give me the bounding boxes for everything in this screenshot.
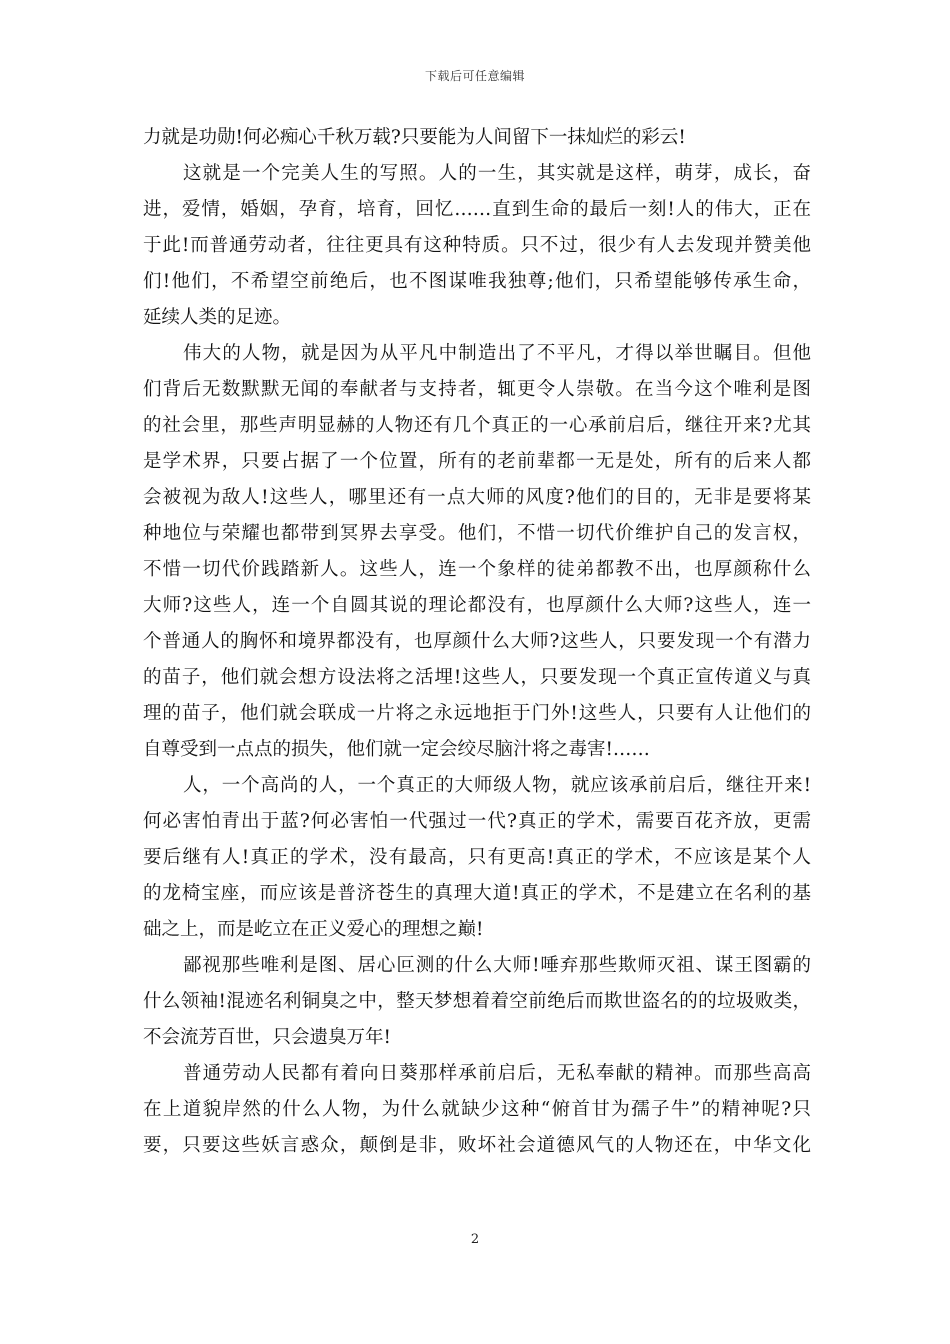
text-line: 延续人类的足迹。 [143,307,292,328]
text-line: 进，爱情，婚姻，孕育，培育，回忆……直到生命的最后一刻!人的伟大，正在 [143,199,811,220]
body-text [143,120,811,1164]
text-line: 鄙视那些唯利是图、居心叵测的什么大师!唾弃那些欺师灭祖、谋王图霸的 [183,955,811,976]
paragraph [143,768,811,948]
text-line: 于此!而普通劳动者，往往更具有这种特质。只不过，很少有人去发现并赞美他 [143,235,811,256]
text-line: 力就是功勋!何必痴心千秋万载?只要能为人间留下一抹灿烂的彩云! [143,127,686,148]
paragraph [143,336,811,768]
text-line: 不惜一切代价践踏新人。这些人，连一个象样的徒弟都教不出，也厚颜称什么 [143,559,811,580]
text-line: 种地位与荣耀也都带到冥界去享受。他们，不惜一切代价维护自己的发言权， [143,523,811,544]
text-line: 会被视为敌人!这些人，哪里还有一点大师的风度?他们的目的，无非是要将某 [143,487,811,508]
text-line: 在上道貌岸然的什么人物，为什么就缺少这种“俯首甘为孺子牛”的精神呢?只 [143,1099,811,1120]
text-line: 什么领袖!混迹名利铜臭之中，整天梦想着着空前绝后而欺世盗名的的垃圾败类， [143,991,811,1012]
text-line: 这就是一个完美人生的写照。人的一生，其实就是这样，萌芽，成长，奋 [183,163,811,184]
text-line: 人，一个高尚的人，一个真正的大师级人物，就应该承前启后，继往开来! [183,775,811,796]
text-line: 是学术界，只要占据了一个位置，所有的老前辈都一无是处，所有的后来人都 [143,451,811,472]
text-line: 个普通人的胸怀和境界都没有，也厚颜什么大师?这些人，只要发现一个有潜力 [143,631,811,652]
paragraph [143,120,811,156]
text-line: 伟大的人物，就是因为从平凡中制造出了不平凡，才得以举世瞩目。但他 [183,343,811,364]
page-header: 下载后可任意编辑 [424,69,525,83]
text-line: 理的苗子，他们就会联成一片将之永远地拒于门外!这些人，只要有人让他们的 [143,703,811,724]
text-line: 要后继有人!真正的学术，没有最高，只有更高!真正的学术，不应该是某个人 [143,847,811,868]
paragraph [143,1056,811,1164]
text-line: 的社会里，那些声明显赫的人物还有几个真正的一心承前启后，继往开来?尤其 [143,415,811,436]
paragraph [143,156,811,336]
text-line: 何必害怕青出于蓝?何必害怕一代强过一代?真正的学术，需要百花齐放，更需 [143,811,811,832]
text-line: 们背后无数默默无闻的奉献者与支持者，辄更令人崇敬。在当今这个唯利是图 [143,379,811,400]
paragraph [143,948,811,1056]
text-line: 的龙椅宝座，而应该是普济苍生的真理大道!真正的学术，不是建立在名利的基 [143,883,811,904]
text-line: 不会流芳百世，只会遗臭万年! [143,1027,391,1048]
text-line: 的苗子，他们就会想方设法将之活埋!这些人，只要发现一个真正宣传道义与真 [143,667,811,688]
page-number: 2 [470,1232,480,1247]
text-line: 要，只要这些妖言惑众，颠倒是非，败坏社会道德风气的人物还在，中华文化 [143,1135,811,1156]
text-line: 自尊受到一点点的损失，他们就一定会绞尽脑汁将之毒害!…… [143,739,650,760]
text-line: 础之上，而是屹立在正义爱心的理想之巅! [143,919,484,940]
text-line: 普通劳动人民都有着向日葵那样承前启后，无私奉献的精神。而那些高高 [183,1063,811,1084]
text-line: 大师?这些人，连一个自圆其说的理论都没有，也厚颜什么大师?这些人，连一 [143,595,811,616]
text-line: 们!他们，不希望空前绝后，也不图谋唯我独尊;他们，只希望能够传承生命， [143,271,811,292]
